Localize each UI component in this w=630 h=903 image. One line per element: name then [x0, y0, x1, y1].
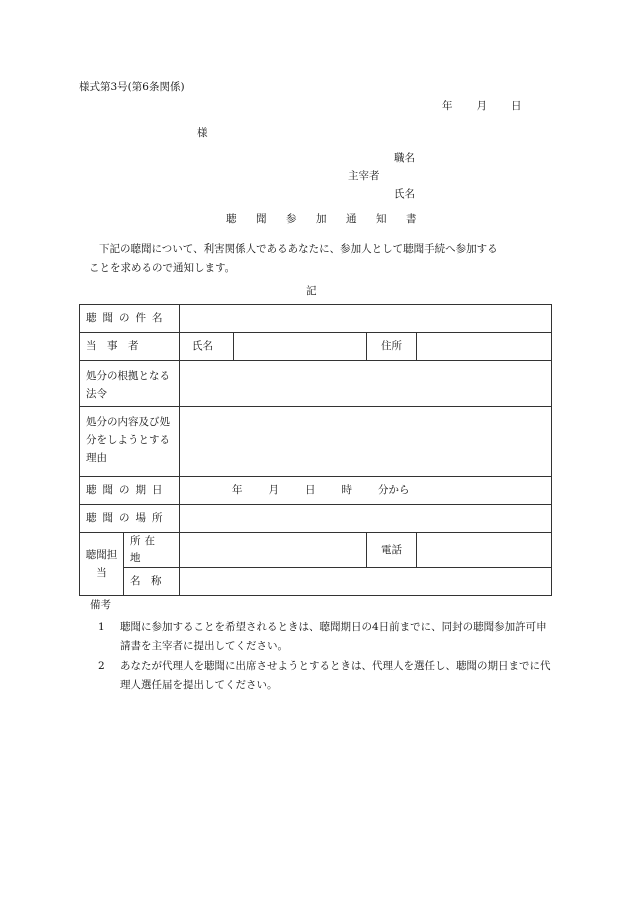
hearing-date-year: 年 — [232, 484, 243, 496]
hearing-date-hour: 時 — [341, 484, 352, 496]
location-cell[interactable] — [180, 533, 367, 568]
remark-text: 聴聞に参加することを希望されるときは、聴聞期日の4日前までに、同封の聴聞参加許可申請書を主宰者に提出してください。 — [120, 621, 547, 652]
ki-heading: 記 — [306, 285, 317, 297]
case-name-cell[interactable] — [180, 305, 552, 333]
location-label: 所在地 — [124, 533, 180, 568]
table-row — [80, 333, 552, 361]
party-address-label: 住所 — [367, 333, 417, 361]
remark-item — [98, 657, 551, 695]
body-line-1: 下記の聴聞について、利害関係人であるあなたに、参加人として聴聞手続へ参加する — [99, 243, 498, 255]
sender-name-label: 氏名 — [394, 188, 415, 200]
title-char: 書 — [406, 213, 417, 225]
table-row — [80, 305, 552, 333]
hearing-place-cell[interactable] — [180, 505, 552, 533]
hearing-date-month: 月 — [268, 484, 279, 496]
remarks-list — [98, 618, 551, 696]
date-line — [442, 101, 522, 112]
hearing-date-day: 日 — [305, 484, 316, 496]
phone-label: 電話 — [367, 533, 417, 568]
title-char: 参 — [286, 213, 297, 225]
party-name-cell[interactable] — [234, 333, 367, 361]
party-address-cell[interactable] — [417, 333, 552, 361]
body-text — [79, 240, 551, 278]
party-name-label: 氏名 — [180, 333, 234, 361]
table-row — [80, 533, 552, 568]
addressee-suffix: 様 — [197, 127, 208, 139]
hearing-date-cell[interactable] — [180, 477, 552, 505]
table-row — [80, 361, 552, 407]
title-char: 加 — [316, 213, 327, 225]
case-name-label: 聴聞の件名 — [80, 305, 180, 333]
document-title — [226, 214, 417, 225]
remark-number: 2 — [98, 660, 105, 672]
title-char: 聞 — [256, 213, 267, 225]
body-line-2: ことを求めるので通知します。 — [89, 262, 236, 274]
staff-name-cell[interactable] — [180, 568, 552, 596]
title-char: 通 — [346, 213, 357, 225]
legal-basis-cell[interactable] — [180, 361, 552, 407]
legal-basis-label: 処分の根拠となる法令 — [80, 361, 180, 407]
form-number: 様式第3号(第6条関係) — [79, 81, 185, 93]
host-label: 主宰者 — [348, 170, 380, 182]
party-label: 当 事 者 — [80, 333, 180, 361]
table-row — [80, 505, 552, 533]
title-char: 知 — [376, 213, 387, 225]
remark-text: あなたが代理人を聴聞に出席させようとするときは、代理人を選任し、聴聞の期日までに代理人選任届を提出してください。 — [120, 660, 551, 691]
remarks-heading: 備考 — [90, 599, 111, 611]
hearing-date-label: 聴聞の期日 — [80, 477, 180, 505]
table-row — [80, 568, 552, 596]
table-row — [80, 477, 552, 505]
date-year-label: 年 — [442, 100, 453, 112]
title-char: 聴 — [226, 213, 237, 225]
hearing-place-label: 聴聞の場所 — [80, 505, 180, 533]
date-day-label: 日 — [511, 100, 522, 112]
staff-name-label: 名 称 — [124, 568, 180, 596]
hearing-date-minute: 分から — [378, 484, 410, 496]
remark-number: 1 — [98, 621, 105, 633]
phone-cell[interactable] — [417, 533, 552, 568]
hearing-info-table — [79, 304, 552, 596]
remark-item — [98, 618, 551, 656]
date-month-label: 月 — [476, 100, 487, 112]
table-row — [80, 407, 552, 477]
disposition-label: 処分の内容及び処分をしようとする理由 — [80, 407, 180, 477]
disposition-cell[interactable] — [180, 407, 552, 477]
sender-title-label: 職名 — [394, 152, 415, 164]
staff-label: 聴聞担当 — [80, 533, 124, 596]
